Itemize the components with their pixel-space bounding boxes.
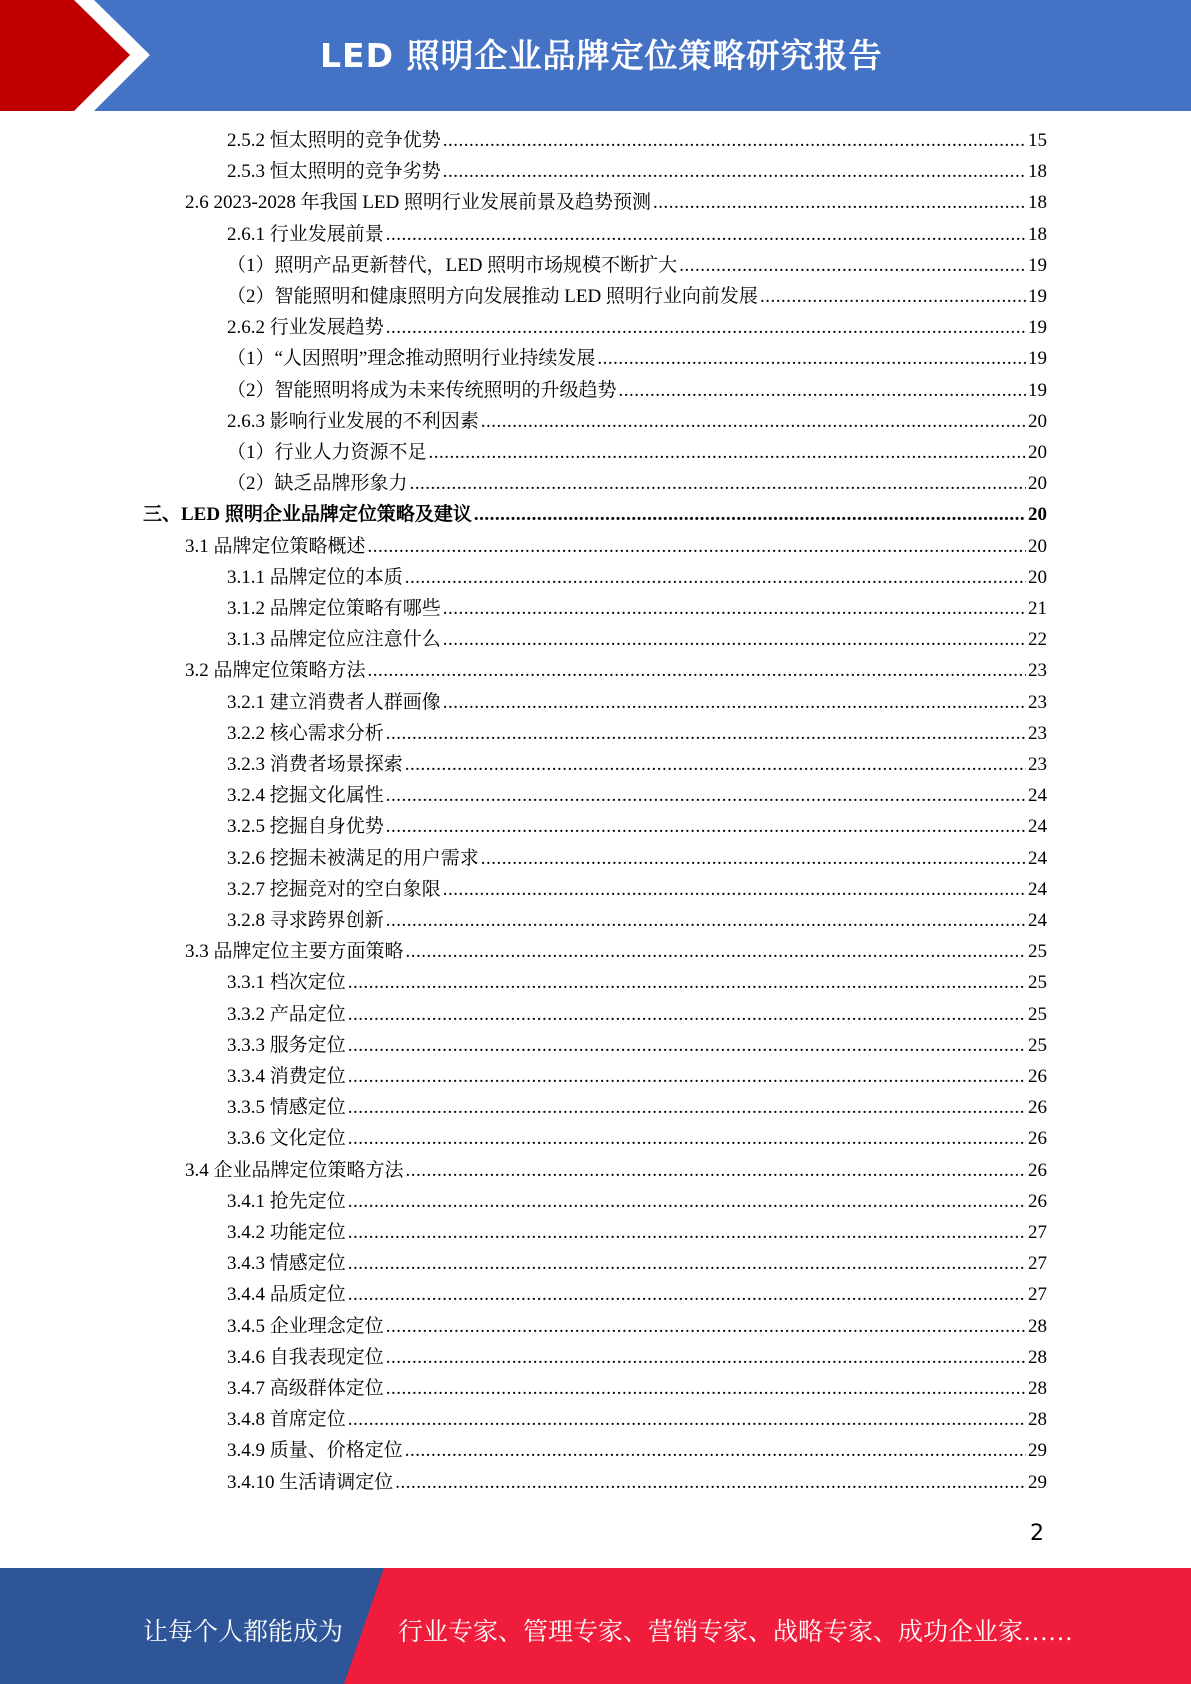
toc-entry-label: （2）缺乏品牌形象力 [227,473,408,495]
toc-dot-leader [406,1158,1026,1184]
toc-entry-label: 3.1.3 品牌定位应注意什么 [227,629,441,651]
toc-dot-leader [597,346,1026,372]
toc-entry[interactable] [227,752,1047,778]
toc-dot-leader [679,253,1026,279]
toc-entry-label: 3.4.4 品质定位 [227,1284,346,1306]
toc-dot-leader [481,409,1026,435]
toc-dot-leader [348,1033,1026,1059]
toc-dot-leader [410,471,1026,497]
toc-entry[interactable] [227,783,1047,809]
toc-entry[interactable] [227,1282,1047,1308]
toc-entry-label: （1）行业人力资源不足 [227,442,427,463]
footer-banner [0,1568,1191,1684]
toc-entry-label: 3.2.2 核心需求分析 [227,722,384,744]
toc-dot-leader [386,908,1026,934]
toc-entry[interactable] [227,970,1047,996]
toc-dot-leader [368,658,1026,684]
toc-entry[interactable] [227,1033,1047,1059]
toc-entry[interactable] [185,658,1047,684]
toc-entry[interactable] [227,1095,1047,1121]
toc-entry[interactable] [227,315,1047,341]
toc-entry-label: 3.3.3 服务定位 [227,1034,346,1056]
toc-entry[interactable] [227,1002,1047,1028]
toc-entry-page: 23 [1028,691,1047,713]
toc-entry[interactable] [227,1376,1047,1402]
toc-entry-page: 18 [1028,161,1047,183]
toc-dot-leader [386,783,1026,809]
toc-entry-label: 3.4 企业品牌定位策略方法 [185,1159,404,1181]
toc-entry-label: 3.4.9 质量、价格定位 [227,1440,403,1462]
toc-entry[interactable] [227,1407,1047,1433]
toc-dot-leader [760,284,1026,310]
toc-entry-page: 18 [1028,223,1047,245]
toc-entry[interactable] [227,1220,1047,1246]
toc-entry-page: 20 [1028,473,1047,495]
toc-entry-label: 3.3.4 消费定位 [227,1066,346,1087]
toc-entry[interactable] [227,1345,1047,1371]
toc-entry-label: （1）照明产品更新替代，LED 照明市场规模不断扩大 [227,254,678,276]
toc-entry-page: 25 [1028,1003,1047,1025]
toc-entry[interactable] [227,440,1047,466]
toc-dot-leader [386,222,1026,248]
toc-entry[interactable] [227,1189,1047,1215]
toc-dot-leader [386,814,1026,840]
toc-entry-label: 2.6 2023-2028 年我国 LED 照明行业发展前景及趋势预测 [185,192,652,214]
toc-dot-leader [386,315,1026,341]
toc-entry-page: 22 [1028,629,1047,651]
toc-dot-leader [395,1470,1026,1496]
toc-entry-label: （2）智能照明和健康照明方向发展推动 LED 照明行业向前发展 [227,286,758,307]
toc-entry-label: 3.1 品牌定位策略概述 [185,535,366,557]
toc-entry-page: 24 [1028,910,1047,931]
toc-dot-leader [348,1002,1026,1028]
toc-dot-leader [348,970,1026,996]
toc-entry[interactable] [185,939,1047,965]
toc-entry-page: 24 [1028,878,1047,900]
toc-entry-label: 3.4.8 首席定位 [227,1409,346,1431]
toc-entry-label: 2.6.2 行业发展趋势 [227,317,384,339]
report-title: LED 照明企业品牌定位策略研究报告 [320,36,883,75]
toc-entry[interactable] [227,471,1047,497]
toc-entry[interactable] [227,1126,1047,1152]
toc-entry-page: 23 [1028,754,1047,775]
toc-entry-page: 19 [1028,348,1047,370]
toc-entry[interactable] [227,690,1047,716]
toc-entry-page: 26 [1028,1190,1047,1212]
toc-entry[interactable] [227,222,1047,248]
toc-entry-page: 24 [1028,785,1047,807]
toc-entry-label: 3.3 品牌定位主要方面策略 [185,941,404,963]
toc-entry-label: 3.3.2 产品定位 [227,1003,346,1025]
toc-dot-leader [348,1407,1026,1433]
toc-entry-page: 26 [1028,1097,1047,1119]
toc-dot-leader [443,690,1026,716]
toc-entry-page: 26 [1028,1159,1047,1181]
toc-entry-page: 24 [1028,847,1047,869]
toc-entry-label: 2.5.2 恒太照明的竞争优势 [227,130,441,151]
toc-dot-leader [348,1282,1026,1308]
toc-entry-page: 27 [1028,1222,1047,1243]
toc-entry-label: 3.4.5 企业理念定位 [227,1315,384,1337]
toc-entry-page: 19 [1028,254,1047,276]
page-number: 2 [1030,1521,1044,1546]
header-banner [0,0,1191,111]
toc-dot-leader [443,627,1026,653]
toc-entry-label: 2.5.3 恒太照明的竞争劣势 [227,161,441,183]
toc-dot-leader [443,159,1026,185]
toc-entry[interactable] [185,1158,1047,1184]
toc-dot-leader [405,565,1026,591]
toc-entry[interactable] [227,159,1047,185]
toc-entry-page: 20 [1028,535,1047,557]
toc-entry-page: 28 [1028,1346,1047,1368]
toc-entry[interactable] [143,502,1047,528]
toc-dot-leader [386,1376,1026,1402]
toc-entry[interactable] [227,846,1047,872]
toc-entry-page: 26 [1028,1066,1047,1087]
toc-entry-label: 3.2.4 挖掘文化属性 [227,785,384,807]
toc-entry-page: 26 [1028,1128,1047,1150]
toc-dot-leader [348,1064,1026,1090]
toc-entry-page: 25 [1028,1034,1047,1056]
toc-dot-leader [443,128,1026,154]
toc-dot-leader [619,378,1026,404]
toc-dot-leader [348,1095,1026,1121]
toc-entry-page: 20 [1028,504,1047,526]
toc-entry-label: 2.6.1 行业发展前景 [227,223,384,245]
toc-dot-leader [405,1438,1026,1464]
toc-entry-page: 15 [1028,130,1047,151]
toc-entry-page: 18 [1028,192,1047,214]
toc-dot-leader [348,1189,1026,1215]
toc-entry[interactable] [185,190,1047,216]
footer-slogan-left: 让每个人都能成为 [143,1619,344,1646]
toc-entry[interactable] [227,1470,1047,1496]
toc-entry-page: 20 [1028,410,1047,432]
toc-entry-label: 3.4.6 自我表现定位 [227,1346,384,1368]
toc-entry[interactable] [227,596,1047,622]
toc-entry-page: 21 [1028,598,1047,619]
toc-dot-leader [474,502,1026,528]
toc-entry-label: 3.1.2 品牌定位策略有哪些 [227,598,441,619]
toc-entry-page: 29 [1028,1440,1047,1462]
toc-entry-page: 28 [1028,1409,1047,1431]
toc-entry[interactable] [227,908,1047,934]
toc-entry[interactable] [227,378,1047,404]
toc-entry[interactable] [227,721,1047,747]
toc-dot-leader [405,752,1026,778]
toc-entry-label: 3.4.7 高级群体定位 [227,1378,384,1399]
toc-entry[interactable] [185,534,1047,560]
toc-entry-label: 3.3.6 文化定位 [227,1128,346,1150]
toc-entry[interactable] [227,253,1047,279]
toc-entry-page: 28 [1028,1315,1047,1337]
toc-entry-page: 27 [1028,1284,1047,1306]
toc-entry-page: 23 [1028,660,1047,682]
toc-entry-label: 3.2.3 消费者场景探索 [227,754,403,775]
toc-entry[interactable] [227,1251,1047,1277]
toc-entry-label: 3.4.2 功能定位 [227,1222,346,1243]
toc-entry-page: 24 [1028,816,1047,838]
toc-dot-leader [406,939,1026,965]
toc-dot-leader [368,534,1026,560]
toc-entry-label: 3.3.5 情感定位 [227,1097,346,1119]
toc-entry[interactable] [227,346,1047,372]
toc-entry[interactable] [227,1064,1047,1090]
toc-entry-label: 3.2.5 挖掘自身优势 [227,816,384,838]
toc-entry-page: 20 [1028,566,1047,588]
toc-dot-leader [386,1345,1026,1371]
toc-dot-leader [348,1126,1026,1152]
toc-entry-label: （2）智能照明将成为未来传统照明的升级趋势 [227,379,617,401]
toc-entry-label: 3.1.1 品牌定位的本质 [227,566,403,588]
toc-dot-leader [386,1314,1026,1340]
toc-entry-label: 3.4.10 生活请调定位 [227,1471,394,1493]
toc-entry-page: 25 [1028,972,1047,994]
toc-entry-page: 27 [1028,1253,1047,1275]
toc-entry-page: 23 [1028,722,1047,744]
toc-entry[interactable] [227,1438,1047,1464]
toc-entry[interactable] [227,284,1047,310]
toc-entry[interactable] [227,565,1047,591]
toc-entry-label: 3.2.7 挖掘竞对的空白象限 [227,878,441,900]
toc-entry[interactable] [227,409,1047,435]
toc-entry-page: 28 [1028,1378,1047,1399]
toc-entry[interactable] [227,627,1047,653]
toc-dot-leader [653,190,1026,216]
toc-entry-page: 29 [1028,1471,1047,1493]
toc-entry-label: （1）“人因照明”理念推动照明行业持续发展 [227,348,596,370]
toc-entry-page: 19 [1028,286,1047,307]
toc-entry-label: 3.2 品牌定位策略方法 [185,660,366,682]
toc-entry[interactable] [227,814,1047,840]
toc-dot-leader [348,1251,1026,1277]
toc-entry-page: 20 [1028,442,1047,463]
toc-entry-label: 3.2.1 建立消费者人群画像 [227,691,441,713]
toc-entry-label: 3.4.1 抢先定位 [227,1190,346,1212]
toc-entry-label: 3.2.8 寻求跨界创新 [227,910,384,931]
toc-dot-leader [386,721,1026,747]
footer-slogan-right: 行业专家、管理专家、营销专家、战略专家、成功企业家…… [398,1619,1074,1646]
toc-entry-label: 3.4.3 情感定位 [227,1253,346,1275]
toc-entry-label: 3.2.6 挖掘未被满足的用户需求 [227,847,479,869]
toc-dot-leader [348,1220,1026,1246]
toc-dot-leader [443,596,1026,622]
toc-entry-page: 19 [1028,317,1047,339]
toc-entry[interactable] [227,128,1047,154]
toc-entry-label: 2.6.3 影响行业发展的不利因素 [227,410,479,432]
toc-entry-label: 三、LED 照明企业品牌定位策略及建议 [143,504,472,526]
toc-dot-leader [443,877,1026,903]
toc-entry-label: 3.3.1 档次定位 [227,972,346,994]
toc-entry-page: 25 [1028,941,1047,963]
toc-dot-leader [429,440,1026,466]
toc-entry-page: 19 [1028,379,1047,401]
toc-dot-leader [481,846,1026,872]
toc-entry[interactable] [227,877,1047,903]
toc-entry[interactable] [227,1314,1047,1340]
